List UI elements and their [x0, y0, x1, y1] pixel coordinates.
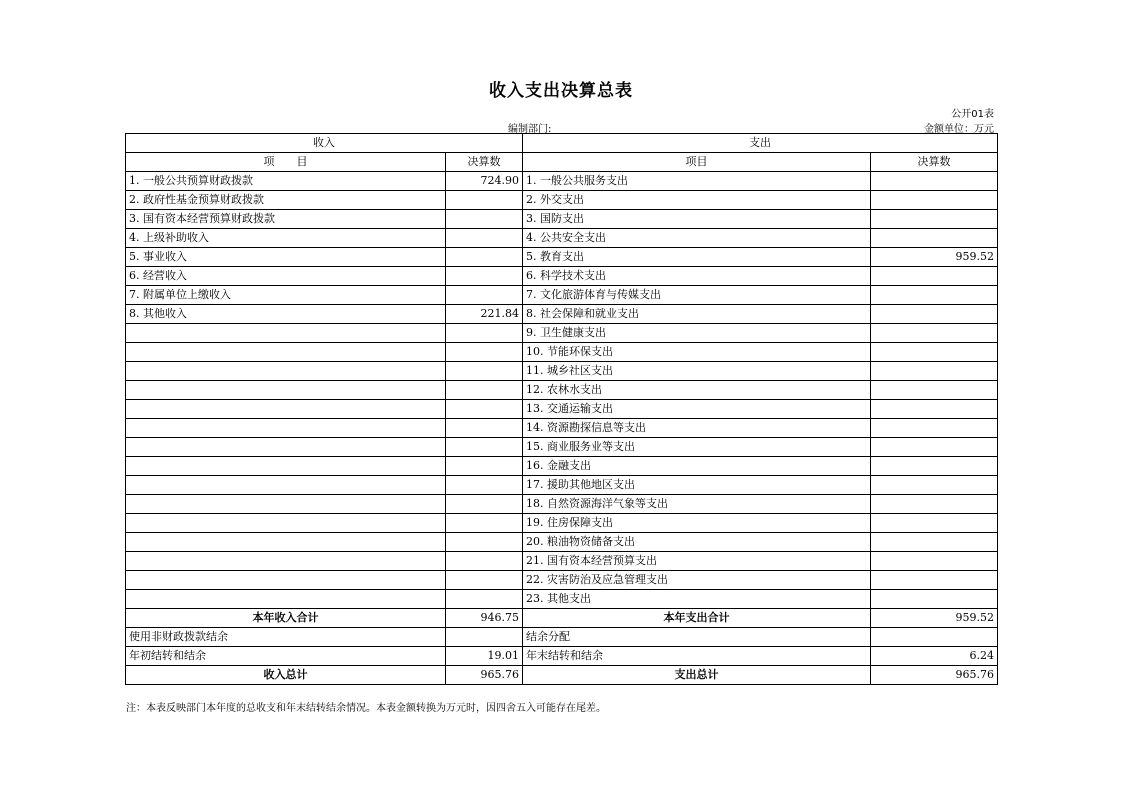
income-amount-cell [446, 495, 523, 514]
table-row [126, 191, 998, 210]
table-row [126, 343, 998, 362]
table-row [126, 210, 998, 229]
income-amount-cell [446, 286, 523, 305]
income-amount-cell: 724.90 [446, 172, 523, 191]
expense-total-label: 本年支出合计 [523, 609, 871, 628]
table-row [126, 438, 998, 457]
expense-amount-cell [871, 571, 998, 590]
income-amount-cell [446, 457, 523, 476]
table-row [126, 248, 998, 267]
income-amount-cell [446, 514, 523, 533]
income-item-cell: 2. 政府性基金预算财政拨款 [126, 191, 446, 210]
table-row [126, 571, 998, 590]
expense-item-cell: 5. 教育支出 [523, 248, 871, 267]
annual-total-row [126, 609, 998, 628]
expense-item-cell: 7. 文化旅游体育与传媒支出 [523, 286, 871, 305]
expense-amount-cell [871, 457, 998, 476]
table-row [126, 514, 998, 533]
expense-item-header: 项目 [523, 153, 871, 172]
carryover-begin-value: 19.01 [446, 647, 523, 666]
expense-amount-cell [871, 229, 998, 248]
table-row [126, 590, 998, 609]
expense-item-cell: 10. 节能环保支出 [523, 343, 871, 362]
expense-amount-cell: 959.52 [871, 248, 998, 267]
expense-item-cell: 22. 灾害防治及应急管理支出 [523, 571, 871, 590]
table-row [126, 324, 998, 343]
income-amount-cell [446, 533, 523, 552]
income-amount-cell [446, 571, 523, 590]
expense-item-cell: 13. 交通运输支出 [523, 400, 871, 419]
income-total-label: 本年收入合计 [126, 609, 446, 628]
grand-expense-value: 965.76 [871, 666, 998, 685]
table-row [126, 476, 998, 495]
table-row [126, 267, 998, 286]
non-fiscal-balance-label: 使用非财政拨款结余 [126, 628, 446, 647]
income-item-cell: 5. 事业收入 [126, 248, 446, 267]
expense-item-cell: 19. 住房保障支出 [523, 514, 871, 533]
balance-distribution-label: 结余分配 [523, 628, 871, 647]
expense-amount-cell [871, 172, 998, 191]
grand-expense-label: 支出总计 [523, 666, 871, 685]
footnote: 注：本表反映部门本年度的总收支和年末结转结余情况。本表金额转换为万元时，因四舍五入可能存在尾差。 [126, 703, 606, 714]
income-item-cell [126, 514, 446, 533]
expense-amount-cell [871, 191, 998, 210]
income-amount-cell [446, 324, 523, 343]
expense-item-cell: 4. 公共安全支出 [523, 229, 871, 248]
expense-item-cell: 16. 金融支出 [523, 457, 871, 476]
balance-distribution-value [871, 628, 998, 647]
income-item-cell [126, 324, 446, 343]
income-item-cell [126, 571, 446, 590]
income-item-cell: 1. 一般公共预算财政拨款 [126, 172, 446, 191]
expense-item-cell: 6. 科学技术支出 [523, 267, 871, 286]
expense-amount-cell [871, 381, 998, 400]
table-row [126, 495, 998, 514]
expense-item-cell: 20. 粮油物资储备支出 [523, 533, 871, 552]
non-fiscal-balance-value [446, 628, 523, 647]
expense-amount-cell [871, 533, 998, 552]
expense-amount-header: 决算数 [871, 153, 998, 172]
expense-amount-cell [871, 476, 998, 495]
income-item-cell: 7. 附属单位上缴收入 [126, 286, 446, 305]
expense-amount-cell [871, 590, 998, 609]
income-expense-table [125, 133, 998, 685]
table-row [126, 229, 998, 248]
expense-amount-cell [871, 362, 998, 381]
income-item-cell [126, 457, 446, 476]
income-item-cell: 3. 国有资本经营预算财政拨款 [126, 210, 446, 229]
income-amount-cell [446, 419, 523, 438]
grand-total-row [126, 666, 998, 685]
income-amount-header: 决算数 [446, 153, 523, 172]
expense-amount-cell [871, 267, 998, 286]
expense-item-cell: 23. 其他支出 [523, 590, 871, 609]
income-amount-cell [446, 400, 523, 419]
table-row [126, 362, 998, 381]
expense-item-cell: 9. 卫生健康支出 [523, 324, 871, 343]
table-row [126, 381, 998, 400]
income-item-cell [126, 495, 446, 514]
grand-income-label: 收入总计 [126, 666, 446, 685]
section-header-row [126, 134, 998, 153]
carryover-row [126, 647, 998, 666]
income-item-cell: 8. 其他收入 [126, 305, 446, 324]
carryover-end-label: 年末结转和结余 [523, 647, 871, 666]
expense-total-value: 959.52 [871, 609, 998, 628]
summary-rows [126, 609, 998, 685]
income-item-cell: 6. 经营收入 [126, 267, 446, 286]
income-item-cell [126, 381, 446, 400]
expense-amount-cell [871, 324, 998, 343]
income-section-header: 收入 [126, 134, 523, 153]
table-row [126, 552, 998, 571]
income-amount-cell [446, 229, 523, 248]
expense-amount-cell [871, 400, 998, 419]
income-amount-cell [446, 381, 523, 400]
table-row [126, 457, 998, 476]
income-item-cell [126, 476, 446, 495]
expense-item-cell: 3. 国防支出 [523, 210, 871, 229]
department-label: 编制部门: [508, 124, 552, 135]
income-amount-cell [446, 210, 523, 229]
income-item-cell [126, 419, 446, 438]
table-row [126, 172, 998, 191]
expense-section-header: 支出 [523, 134, 998, 153]
income-item-cell: 4. 上级补助收入 [126, 229, 446, 248]
expense-item-cell: 18. 自然资源海洋气象等支出 [523, 495, 871, 514]
income-item-cell [126, 552, 446, 571]
grand-income-value: 965.76 [446, 666, 523, 685]
expense-item-cell: 1. 一般公共服务支出 [523, 172, 871, 191]
table-row [126, 419, 998, 438]
income-amount-cell [446, 476, 523, 495]
expense-amount-cell [871, 552, 998, 571]
income-amount-cell [446, 248, 523, 267]
table-row [126, 533, 998, 552]
carryover-end-value: 6.24 [871, 647, 998, 666]
income-amount-cell [446, 191, 523, 210]
detail-rows [126, 172, 998, 609]
table-row [126, 286, 998, 305]
expense-amount-cell [871, 343, 998, 362]
table-row [126, 305, 998, 324]
expense-item-cell: 2. 外交支出 [523, 191, 871, 210]
expense-item-cell: 15. 商业服务业等支出 [523, 438, 871, 457]
report-title: 收入支出决算总表 [489, 81, 633, 101]
income-item-header: 项 目 [126, 153, 446, 172]
table-row [126, 400, 998, 419]
income-amount-cell [446, 343, 523, 362]
carryover-begin-label: 年初结转和结余 [126, 647, 446, 666]
income-item-cell [126, 343, 446, 362]
expense-item-cell: 12. 农林水支出 [523, 381, 871, 400]
income-total-value: 946.75 [446, 609, 523, 628]
expense-amount-cell [871, 514, 998, 533]
non-fiscal-balance-row [126, 628, 998, 647]
income-amount-cell [446, 267, 523, 286]
expense-amount-cell [871, 305, 998, 324]
income-amount-cell: 221.84 [446, 305, 523, 324]
form-number: 公开01表 [951, 109, 994, 120]
expense-amount-cell [871, 495, 998, 514]
expense-amount-cell [871, 286, 998, 305]
income-item-cell [126, 533, 446, 552]
expense-item-cell: 8. 社会保障和就业支出 [523, 305, 871, 324]
income-amount-cell [446, 552, 523, 571]
income-amount-cell [446, 438, 523, 457]
income-amount-cell [446, 362, 523, 381]
amount-unit: 金额单位：万元 [924, 124, 994, 135]
expense-item-cell: 14. 资源勘探信息等支出 [523, 419, 871, 438]
income-item-cell [126, 438, 446, 457]
expense-item-cell: 11. 城乡社区支出 [523, 362, 871, 381]
expense-item-cell: 21. 国有资本经营预算支出 [523, 552, 871, 571]
income-item-cell [126, 400, 446, 419]
income-item-cell [126, 362, 446, 381]
income-item-cell [126, 590, 446, 609]
column-header-row [126, 153, 998, 172]
expense-amount-cell [871, 438, 998, 457]
expense-amount-cell [871, 210, 998, 229]
income-amount-cell [446, 590, 523, 609]
expense-item-cell: 17. 援助其他地区支出 [523, 476, 871, 495]
expense-amount-cell [871, 419, 998, 438]
